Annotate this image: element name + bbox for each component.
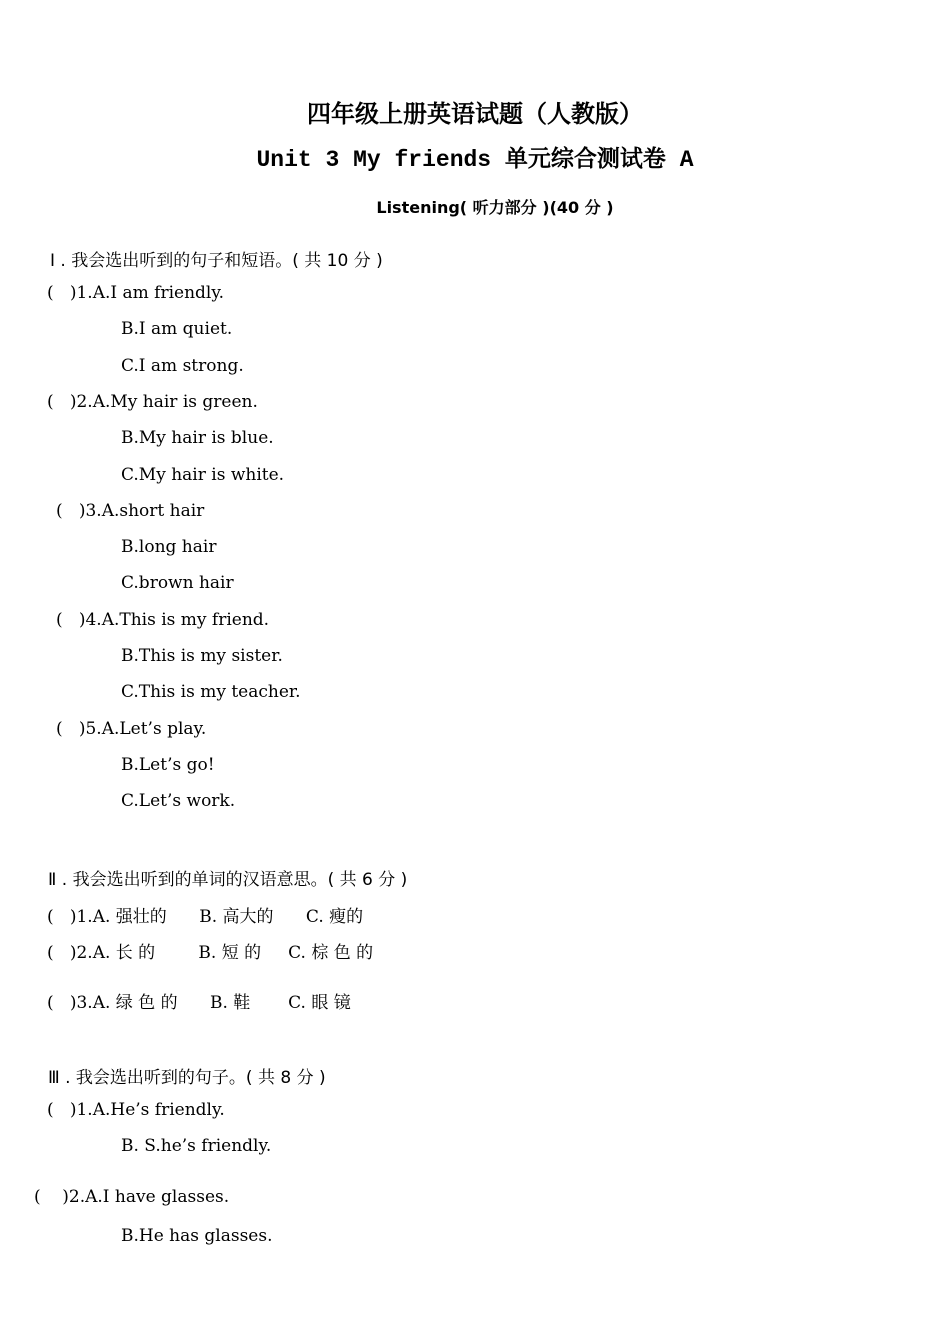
page-title: 四年级上册英语试题（人教版） [307, 99, 643, 128]
question-3-2-option-a: ( )2.A.I have glasses. [34, 1187, 230, 1207]
unit-title: Unit 3 My friends 单元综合测试卷 A [256, 147, 694, 173]
question-1-2-option-c: C.My hair is white. [121, 465, 285, 485]
question-1-5-option-b: B.Let’s go! [121, 755, 215, 775]
section-3-heading: Ⅲ . 我会选出听到的句子。( 共 8 分 ) [48, 1068, 326, 1088]
question-1-3-option-c: C.brown hair [121, 573, 234, 593]
listening-subtitle: Listening( 听力部分 )(40 分 ) [376, 198, 614, 217]
question-1-5-option-c: C.Let’s work. [121, 791, 236, 811]
question-3-2-option-b: B.He has glasses. [121, 1226, 273, 1246]
question-3-1-option-a: ( )1.A.He’s friendly. [47, 1100, 225, 1120]
section-2-heading: Ⅱ . 我会选出听到的单词的汉语意思。( 共 6 分 ) [48, 870, 408, 890]
question-1-1-option-c: C.I am strong. [121, 356, 244, 376]
question-1-1-option-b: B.I am quiet. [121, 319, 233, 339]
question-2-3: ( )3.A. 绿 色 的 B. 鞋 C. 眼 镜 [47, 993, 351, 1013]
question-1-4-option-c: C.This is my teacher. [121, 682, 301, 702]
question-1-1-option-a: ( )1.A.I am friendly. [47, 283, 225, 303]
question-2-2: ( )2.A. 长 的 B. 短 的 C. 棕 色 的 [47, 943, 374, 963]
section-1-heading: Ⅰ . 我会选出听到的句子和短语。( 共 10 分 ) [50, 251, 383, 271]
question-1-2-option-a: ( )2.A.My hair is green. [47, 392, 258, 412]
question-1-3-option-b: B.long hair [121, 537, 217, 557]
question-1-5-option-a: ( )5.A.Let’s play. [56, 719, 207, 739]
question-1-2-option-b: B.My hair is blue. [121, 428, 274, 448]
question-2-1: ( )1.A. 强壮的 B. 高大的 C. 瘦的 [47, 907, 364, 927]
question-1-4-option-a: ( )4.A.This is my friend. [56, 610, 270, 630]
question-1-3-option-a: ( )3.A.short hair [56, 501, 205, 521]
question-1-4-option-b: B.This is my sister. [121, 646, 283, 666]
question-3-1-option-b: B. S.he’s friendly. [121, 1136, 272, 1156]
